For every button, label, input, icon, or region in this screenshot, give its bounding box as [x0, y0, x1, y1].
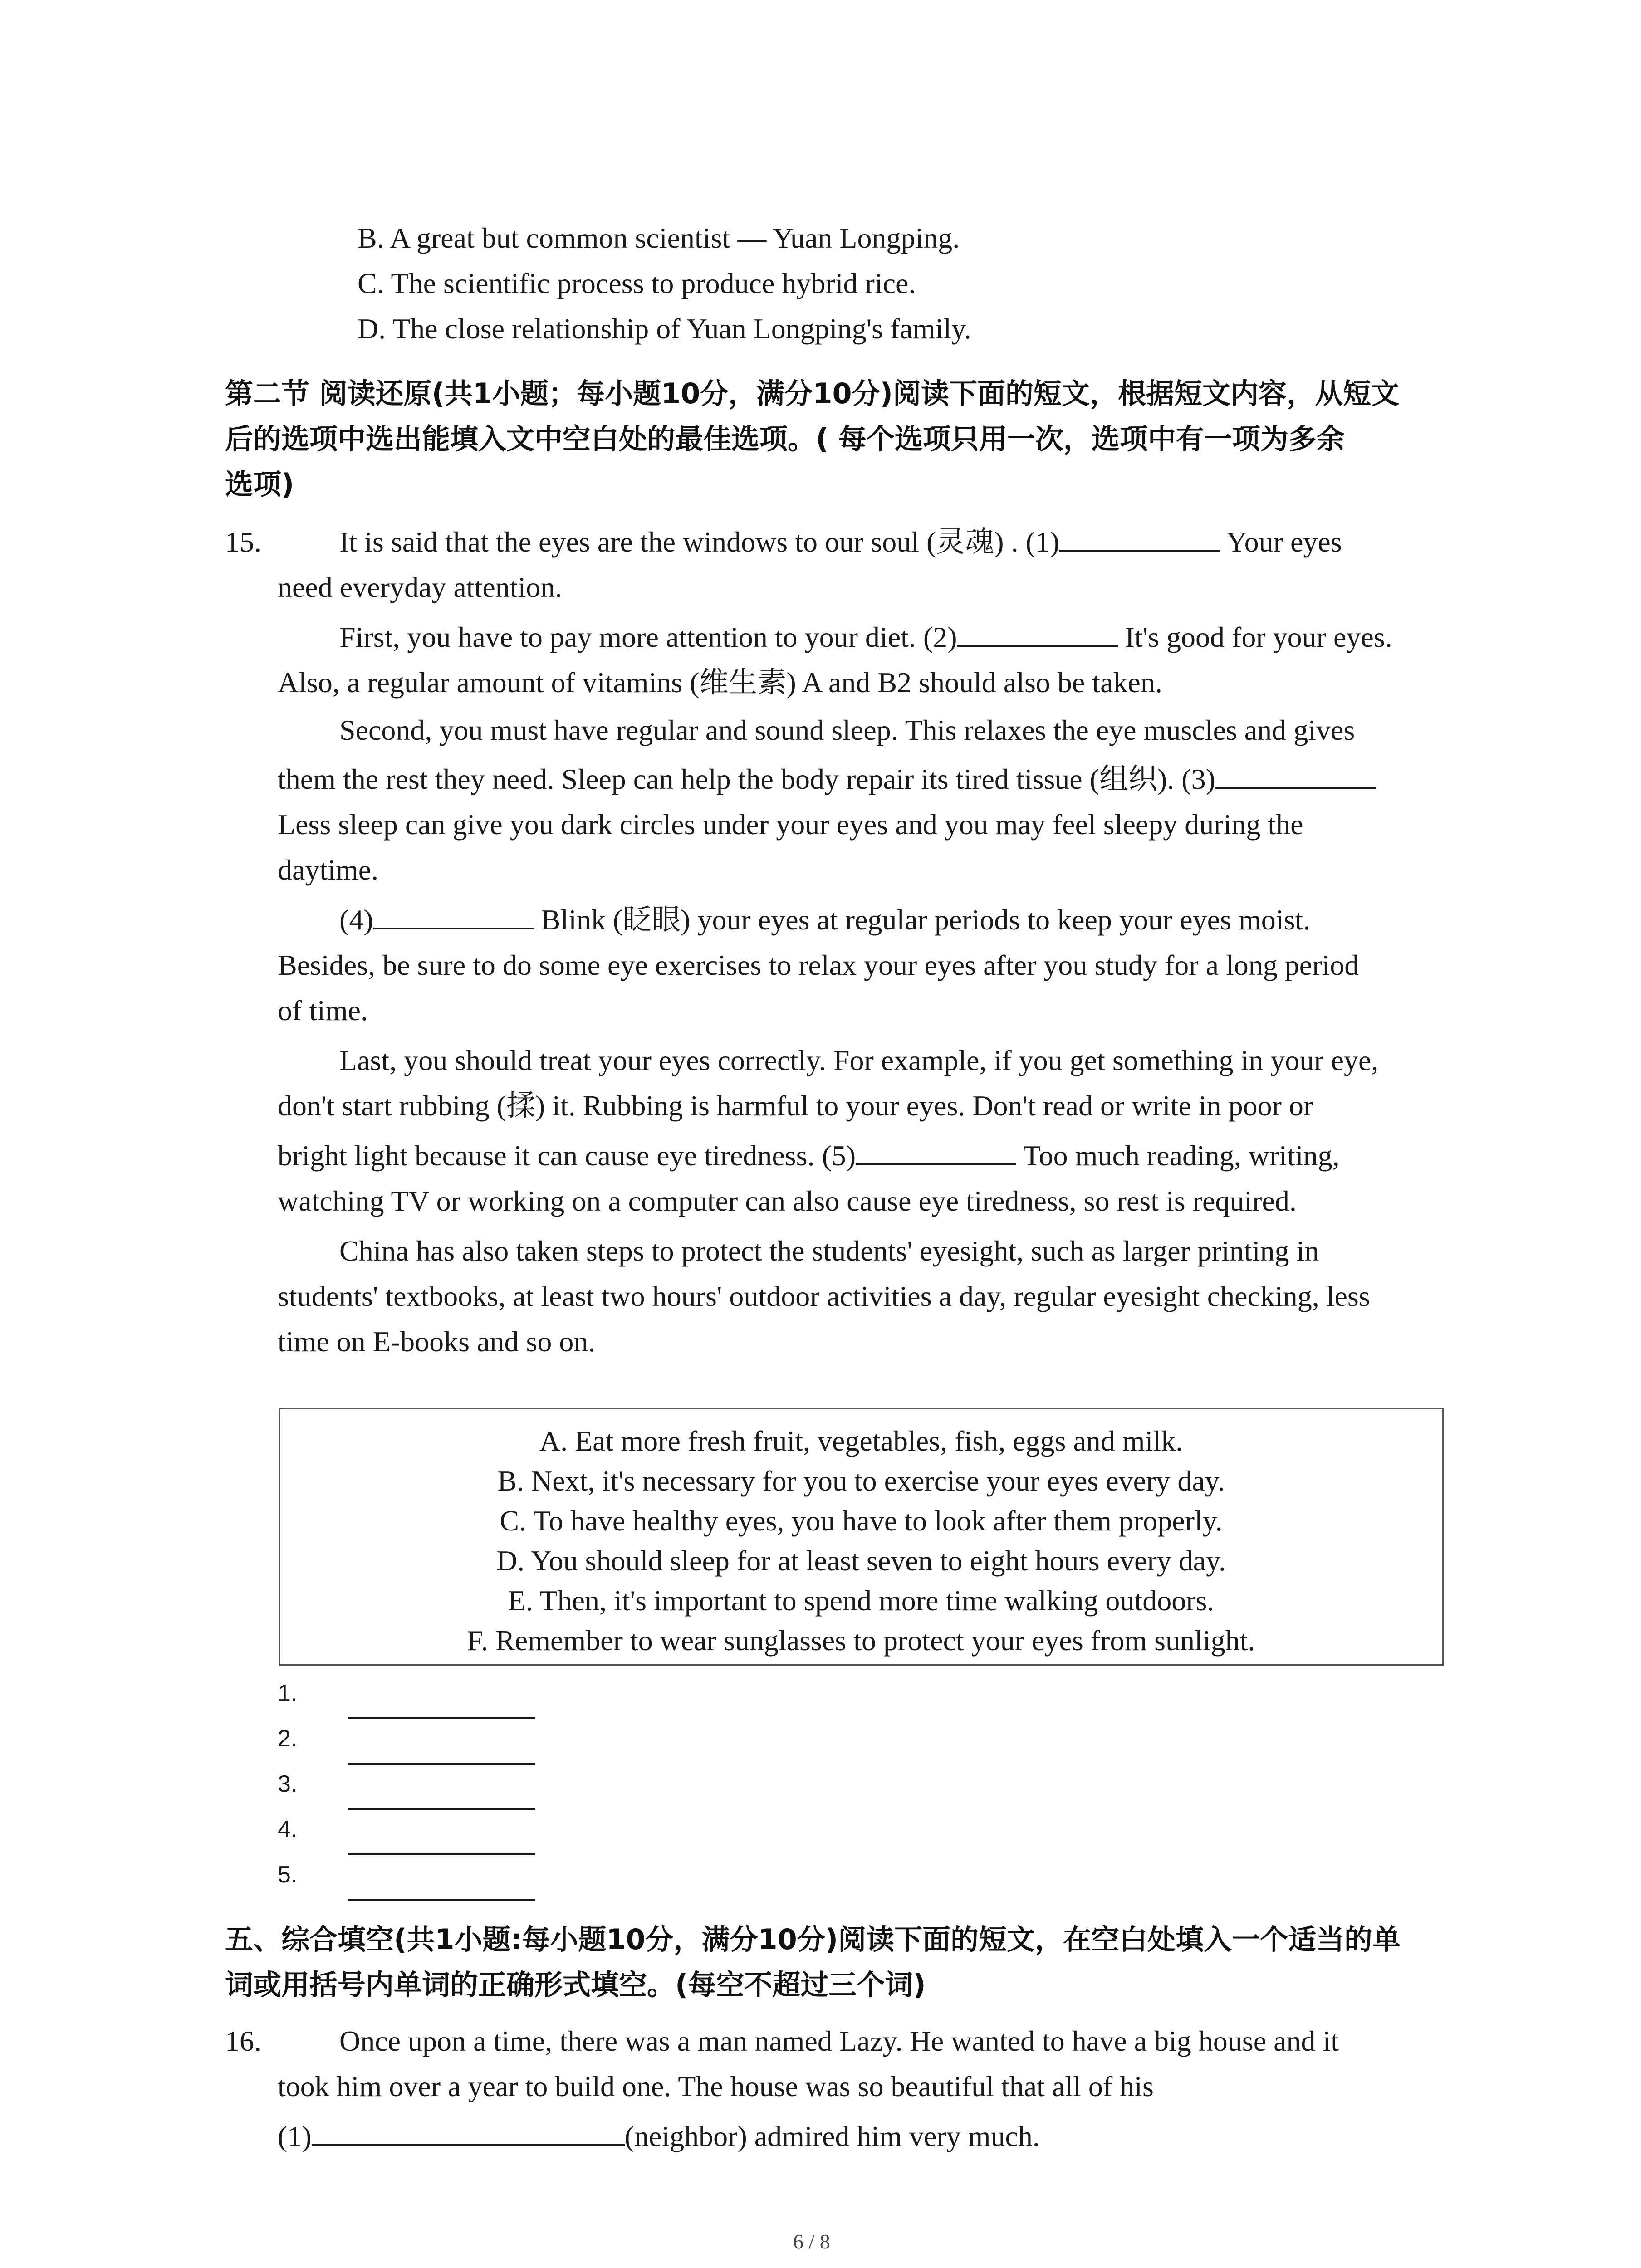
answer-number: 2. [278, 1725, 298, 1752]
passage-line: Second, you must have regular and sound sleep. This relaxes the eye muscles and gives [339, 714, 1355, 746]
passage-line: daytime. [278, 854, 379, 886]
passage-line [278, 1133, 1340, 1178]
options-box [279, 1408, 1444, 1666]
section2-heading-line: 第二节 阅读还原(共1小题；每小题10分，满分10分)阅读下面的短文，根据短文内容，从短文 [225, 377, 1399, 410]
passage-text: It's good for your eyes. [1117, 621, 1392, 653]
passage-text: bright light because it can cause eye tiredness. (5) [278, 1139, 856, 1172]
section2-heading [225, 371, 1450, 507]
section2-heading-line: 后的选项中选出能填入文中空白处的最佳选项。( 每个选项只用一次，选项中有一项为多余 [225, 422, 1345, 455]
blank-4[interactable] [373, 899, 534, 929]
passage-line: watching TV or working on a computer can also cause eye tiredness, so rest is required. [278, 1185, 1297, 1217]
passage-text: them the rest they need. Sleep can help the body repair its tired tissue (组织). (3) [278, 763, 1215, 795]
blank-5[interactable] [856, 1135, 1016, 1165]
option-e: E. Then, it's important to spend more time walking outdoors. [508, 1584, 1215, 1617]
passage-text: First, you have to pay more attention to your diet. (2) [339, 621, 957, 653]
passage-line: don't start rubbing (揉) it. Rubbing is harmful to your eyes. Don't read or write in poor or [278, 1090, 1313, 1122]
passage-line [278, 2114, 1040, 2159]
answer-number: 4. [278, 1816, 298, 1843]
passage-line [339, 615, 1392, 660]
passage-line: Besides, be sure to do some eye exercises to relax your eyes after you study for a long period [278, 949, 1359, 981]
passage-line: took him over a year to build one. The house was so beautiful that all of his [278, 2070, 1154, 2102]
passage-text: Too much reading, writing, [1016, 1139, 1340, 1172]
passage-text: Your eyes [1220, 526, 1342, 558]
passage-line [278, 757, 1376, 802]
answer-blank-2[interactable] [348, 1763, 535, 1765]
prev-option-b: B. A great but common scientist — Yuan Longping. [358, 222, 960, 254]
option-b: B. Next, it's necessary for you to exercise your eyes every day. [497, 1465, 1225, 1497]
option-c: C. To have healthy eyes, you have to look after them properly. [500, 1505, 1223, 1537]
q16-blank-1[interactable] [312, 2116, 625, 2146]
passage-line: of time. [278, 994, 368, 1026]
page-number: 6 / 8 [793, 2230, 830, 2253]
prev-option-c: C. The scientific process to produce hybrid rice. [358, 267, 916, 299]
blank-1[interactable] [1059, 522, 1220, 552]
answer-blank-4[interactable] [348, 1853, 535, 1855]
passage-line: China has also taken steps to protect the students' eyesight, such as larger printing in [339, 1235, 1319, 1267]
passage-line: Once upon a time, there was a man named Lazy. He wanted to have a big house and it [339, 2025, 1339, 2057]
blank-3[interactable] [1215, 759, 1376, 789]
passage-line: Less sleep can give you dark circles under your eyes and you may feel sleepy during the [278, 808, 1303, 841]
option-d: D. You should sleep for at least seven to eight hours every day. [496, 1545, 1226, 1577]
passage-text: It is said that the eyes are the windows to our soul (灵魂) . (1) [339, 526, 1060, 558]
answer-number: 3. [278, 1771, 298, 1797]
option-a: A. Eat more fresh fruit, vegetables, fish, eggs and milk. [539, 1425, 1183, 1457]
passage-line: students' textbooks, at least two hours' outdoor activities a day, regular eyesight checking, less [278, 1280, 1370, 1312]
passage-text: (1) [278, 2120, 312, 2152]
section5-heading-line: 词或用括号内单词的正确形式填空。(每空不超过三个词) [225, 1968, 926, 2001]
passage-line: time on E-books and so on. [278, 1325, 596, 1358]
answer-number: 5. [278, 1862, 298, 1888]
passage-text: (neighbor) admired him very much. [624, 2120, 1040, 2152]
prev-option-d: D. The close relationship of Yuan Longping's family. [358, 313, 971, 345]
answer-blank-5[interactable] [348, 1899, 535, 1901]
answer-blank-1[interactable] [348, 1717, 535, 1719]
blank-2[interactable] [957, 617, 1118, 647]
passage-line [339, 897, 1310, 943]
passage-line [339, 519, 1342, 565]
passage-text: Blink (眨眼) your eyes at regular periods to keep your eyes moist. [534, 904, 1311, 936]
passage-text: (4) [339, 904, 373, 936]
answer-blank-3[interactable] [348, 1808, 535, 1810]
question-number: 15. [225, 526, 261, 558]
question-number: 16. [225, 2025, 261, 2057]
passage-line: Also, a regular amount of vitamins (维生素) A and B2 should also be taken. [278, 666, 1162, 699]
section5-heading [225, 1917, 1450, 2008]
answer-number: 1. [278, 1680, 298, 1706]
passage-line: need everyday attention. [278, 571, 563, 603]
option-f: F. Remember to wear sunglasses to protect your eyes from sunlight. [467, 1624, 1255, 1657]
section2-heading-line: 选项) [225, 468, 294, 501]
passage-line: Last, you should treat your eyes correctly. For example, if you get something in your eye, [339, 1044, 1379, 1076]
section5-heading-line: 五、综合填空(共1小题:每小题10分，满分10分)阅读下面的短文，在空白处填入一个适当的单 [225, 1923, 1401, 1956]
